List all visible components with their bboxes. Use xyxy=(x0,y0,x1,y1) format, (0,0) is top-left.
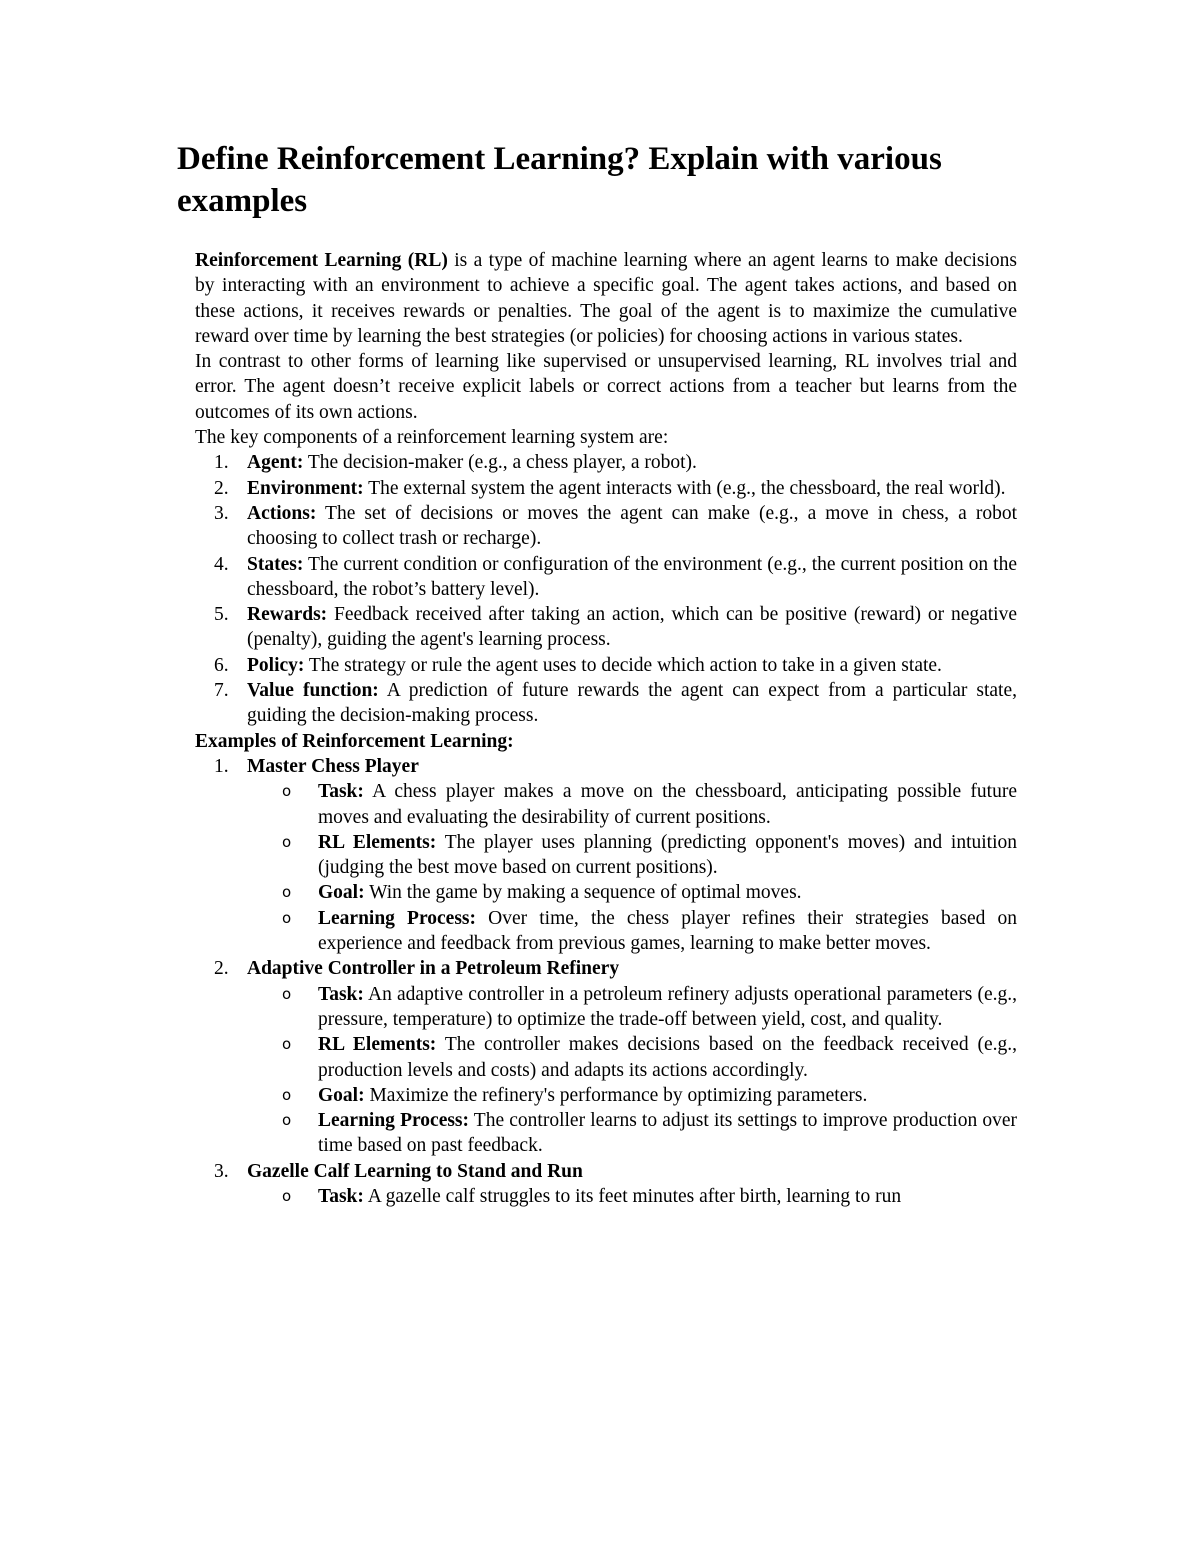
detail-label: Goal: xyxy=(318,882,365,904)
component-label: Agent: xyxy=(247,452,304,474)
detail-text: The player uses planning (predicting opponent's moves) and intuition (judging the best move based on current positions). xyxy=(318,831,1017,879)
bullet-icon: o xyxy=(282,782,292,801)
example-detail-item xyxy=(195,1108,1017,1159)
example-detail-item xyxy=(195,830,1017,881)
example-title: Gazelle Calf Learning to Stand and Run xyxy=(247,1160,583,1182)
component-label: Value function: xyxy=(247,680,379,702)
detail-label: Task: xyxy=(318,983,364,1005)
example-item xyxy=(195,754,1017,956)
detail-label: Learning Process: xyxy=(318,907,477,929)
example-detail-item xyxy=(195,982,1017,1033)
examples-heading: Examples of Reinforcement Learning: xyxy=(195,730,514,752)
example-item xyxy=(195,956,1017,1158)
document-title: Define Reinforcement Learning? Explain with various examples xyxy=(177,141,942,219)
component-text: A prediction of future rewards the agent can expect from a particular state, guiding the decision-making process. xyxy=(247,680,1017,727)
component-item xyxy=(195,552,1017,603)
intro-paragraph-1-text: is a type of machine learning where an agent learns to make decisions by interacting with an environment to achieve a specific goal. The agent takes actions, and based on these actions, it receives rewards or penalties. The goal of the agent is to maximize the cumulative reward over time by learning the best strategies (or policies) for choosing actions in various states. xyxy=(195,250,1018,347)
example-title-row xyxy=(195,956,1017,981)
bullet-icon: o xyxy=(282,832,292,851)
bullet-icon: o xyxy=(282,883,292,902)
example-title-row xyxy=(195,754,1017,779)
list-number: 5. xyxy=(214,604,229,626)
list-number: 2. xyxy=(214,477,229,499)
list-number: 3. xyxy=(214,502,229,524)
component-label: Environment: xyxy=(247,477,364,499)
component-text: The strategy or rule the agent uses to decide which action to take in a given state. xyxy=(304,654,942,676)
example-detail-item xyxy=(195,880,1017,905)
component-text: Feedback received after taking an action, which can be positive (reward) or negative (penalty), guiding the agent's learning process. xyxy=(247,604,1017,651)
component-label: States: xyxy=(247,553,304,575)
component-item xyxy=(195,602,1017,653)
list-number: 4. xyxy=(214,553,229,575)
detail-text: Maximize the refinery's performance by optimizing parameters. xyxy=(364,1084,868,1106)
component-item xyxy=(195,476,1017,501)
component-item xyxy=(195,653,1017,678)
component-label: Rewards: xyxy=(247,604,328,626)
bullet-icon: o xyxy=(282,984,292,1003)
list-number: 1. xyxy=(214,755,229,777)
detail-label: RL Elements: xyxy=(318,1034,437,1056)
example-details xyxy=(195,982,1017,1159)
detail-label: RL Elements: xyxy=(318,831,437,853)
components-list xyxy=(195,450,1017,728)
detail-text: The controller makes decisions based on the feedback received (e.g., production levels and costs) and adapts its actions accordingly. xyxy=(318,1034,1017,1081)
example-details xyxy=(195,1184,1017,1209)
bullet-icon: o xyxy=(282,1111,292,1130)
component-text: The decision-maker (e.g., a chess player, a robot). xyxy=(303,452,697,474)
detail-label: Goal: xyxy=(318,1084,365,1106)
component-item xyxy=(195,501,1017,552)
detail-text: The controller learns to adjust its settings to improve production over time based on past feedback. xyxy=(318,1110,1017,1157)
component-text: The current condition or configuration of the environment (e.g., the current position on the chessboard, the robot’s battery level). xyxy=(247,553,1017,600)
detail-text: A chess player makes a move on the chessboard, anticipating possible future moves and evaluating the desirability of current positions. xyxy=(318,781,1017,828)
list-number: 2. xyxy=(214,958,229,980)
example-title: Adaptive Controller in a Petroleum Refinery xyxy=(247,958,620,980)
example-detail-item xyxy=(195,1184,1017,1209)
bullet-icon: o xyxy=(282,1035,292,1054)
list-number: 1. xyxy=(214,452,229,474)
example-detail-item xyxy=(195,906,1017,957)
example-title: Master Chess Player xyxy=(247,755,419,777)
examples-list xyxy=(195,754,1017,1209)
example-details xyxy=(195,779,1017,956)
detail-label: Task: xyxy=(318,781,364,803)
component-label: Actions: xyxy=(247,502,317,524)
component-label: Policy: xyxy=(247,654,305,676)
bullet-icon: o xyxy=(282,1186,292,1205)
component-item xyxy=(195,450,1017,475)
detail-label: Learning Process: xyxy=(318,1110,470,1132)
component-text: The set of decisions or moves the agent can make (e.g., a move in chess, a robot choosing to collect trash or recharge). xyxy=(247,502,1017,550)
detail-text: A gazelle calf struggles to its feet minutes after birth, learning to run xyxy=(363,1185,902,1207)
bullet-icon: o xyxy=(282,1085,292,1104)
example-detail-item xyxy=(195,1032,1017,1083)
detail-text: Win the game by making a sequence of optimal moves. xyxy=(364,882,802,904)
example-title-row xyxy=(195,1159,1017,1184)
example-detail-item xyxy=(195,779,1017,830)
intro-paragraph-3: The key components of a reinforcement learning system are: xyxy=(195,427,669,449)
list-number: 3. xyxy=(214,1160,229,1182)
intro-paragraph-2: In contrast to other forms of learning like supervised or unsupervised learning, RL involves trial and error. The agent doesn’t receive explicit labels or correct actions from a teacher but learns from the outcomes of its own actions. xyxy=(195,351,1017,423)
document-body xyxy=(195,248,1017,1209)
detail-text: An adaptive controller in a petroleum refinery adjusts operational parameters (e.g., pressure, temperature) to optimize the trade-off between yield, cost, and quality. xyxy=(318,983,1017,1030)
list-number: 6. xyxy=(214,654,229,676)
component-text: The external system the agent interacts with (e.g., the chessboard, the real world). xyxy=(363,477,1006,499)
component-item xyxy=(195,678,1017,729)
example-detail-item xyxy=(195,1083,1017,1108)
detail-text: Over time, the chess player refines their strategies based on experience and feedback from previous games, learning to make better moves. xyxy=(318,907,1018,955)
bullet-icon: o xyxy=(282,908,292,927)
intro-term: Reinforcement Learning (RL) xyxy=(195,250,448,271)
detail-label: Task: xyxy=(318,1185,364,1207)
intro-paragraph-1 xyxy=(195,248,1017,349)
list-number: 7. xyxy=(214,680,229,702)
example-item xyxy=(195,1159,1017,1210)
